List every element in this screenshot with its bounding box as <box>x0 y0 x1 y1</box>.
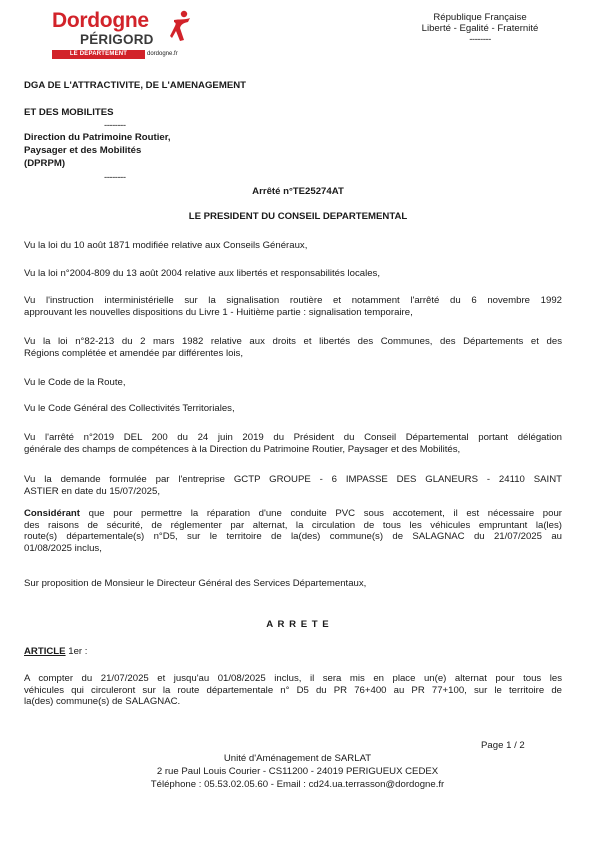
footer-unit: Unité d'Aménagement de SARLAT <box>223 753 372 764</box>
article-text: la(des) commune(s) de SALAGNAC. <box>24 696 181 708</box>
logo-region: PÉRIGORD <box>80 32 154 47</box>
visa-text: Vu la loi n°2004-809 du 13 août 2004 relative aux libertés et responsabilités locales, <box>24 268 381 279</box>
visa-7 <box>24 432 562 455</box>
arrete-number: Arrêté n°TE25274AT <box>252 186 344 197</box>
republic-separator: -------- <box>469 34 491 45</box>
proposition: Sur proposition de Monsieur le Directeur Général des Services Départementaux, <box>24 578 367 589</box>
article-text: véhicules qui circuleront sur la route départementale n° D5 du PR 76+400 au PR 77+100, sur le territoire de <box>24 684 562 696</box>
considerant-text: 01/08/2025 inclus, <box>24 542 102 554</box>
republic-header <box>410 12 550 45</box>
visa-text: Régions complétée et amendée par différentes lois, <box>24 347 244 359</box>
visa-3 <box>24 295 562 318</box>
visa-text: ASTIER en date du 15/07/2025, <box>24 485 161 497</box>
visa-text: Vu la demande formulée par l'entreprise GCTP GROUPE - 6 IMPASSE DES GLANEURS - 24110 SAINT <box>24 474 562 485</box>
visa-8 <box>24 474 562 497</box>
visa-1 <box>24 240 562 252</box>
article-text: A compter du 21/07/2025 et jusqu'au 01/08/2025 inclus, il sera mis en place un(e) alternat pour tous les <box>24 673 562 684</box>
republic-motto: Liberté - Egalité - Fraternité <box>421 23 539 34</box>
visa-2 <box>24 268 562 280</box>
separator-1: -------- <box>104 120 126 131</box>
logo-figure-icon <box>170 10 192 44</box>
article-1-body <box>24 673 562 708</box>
dept-name-line2: ET DES MOBILITES <box>24 107 114 118</box>
logo-site: dordogne.fr <box>147 51 178 57</box>
visa-text: Vu le Code Général des Collectivités Territoriales, <box>24 403 235 414</box>
visa-text: Vu la loi n°82-213 du 2 mars 1982 relative aux droits et libertés des Communes, des Départements et des <box>24 336 562 347</box>
dept-name-line1: DGA DE L'ATTRACTIVITE, DE L'AMENAGEMENT <box>24 80 247 91</box>
article-label: ARTICLE <box>24 646 66 657</box>
visa-text: Vu la loi du 10 août 1871 modifiée relative aux Conseils Généraux, <box>24 240 308 251</box>
separator-2: -------- <box>104 172 126 183</box>
footer <box>100 752 495 791</box>
visa-6 <box>24 403 562 415</box>
considerant-text: des raisons de sécurité, de réglementer par alternat, la circulation de tous les véhicules empruntant la(les) <box>24 519 562 531</box>
footer-contact: Téléphone : 05.53.02.05.60 - Email : cd24.ua.terrasson@dordogne.fr <box>150 779 445 790</box>
considerant-text: route(s) départementale(s) n°D5, sur le territoire de la(des) commune(s) de SALAGNAC du 21/07/2025 au <box>24 531 562 543</box>
visa-text: Vu l'arrêté n°2019 DEL 200 du 24 juin 2019 du Président du Conseil Départemental portant délégation <box>24 432 562 443</box>
logo-tagline: LE DÉPARTEMENT <box>52 50 145 59</box>
direction-line1: Direction du Patrimoine Routier, <box>24 132 171 143</box>
direction-acronym: (DPRPM) <box>24 158 66 169</box>
republic-name: République Française <box>433 12 527 23</box>
article-number: 1er : <box>65 646 88 657</box>
visa-5 <box>24 377 562 389</box>
page-number: Page 1 / 2 <box>481 740 525 751</box>
considerant-label: Considérant <box>24 508 80 519</box>
considerant-text: que pour permettre la réparation d'une conduite PVC sous accotement, il est nécessaire pour <box>79 508 562 519</box>
visa-text: approuvant les nouvelles dispositions du Livre 1 - Huitième partie : signalisation temporaire, <box>24 306 413 318</box>
footer-address: 2 rue Paul Louis Courier - CS11200 - 24019 PERIGUEUX CEDEX <box>156 766 439 777</box>
article-1-heading <box>24 646 87 658</box>
visa-text: Vu le Code de la Route, <box>24 377 126 388</box>
dordogne-logo <box>52 10 190 66</box>
visa-4 <box>24 336 562 359</box>
considerant-paragraph <box>24 508 562 554</box>
logo-brand: Dordogne <box>52 9 149 32</box>
visa-text: générale des champs de compétences à la Direction du Patrimoine Routier, Paysager et des Mobilités, <box>24 443 461 455</box>
visa-text: Vu l'instruction interministérielle sur la signalisation routière et notamment l'arrêté du 6 novembre 1992 <box>24 295 562 306</box>
direction-line2: Paysager et des Mobilités <box>24 145 142 156</box>
president-title: LE PRESIDENT DU CONSEIL DEPARTEMENTAL <box>188 211 408 222</box>
arrete-title: A R R E T E <box>266 619 330 630</box>
